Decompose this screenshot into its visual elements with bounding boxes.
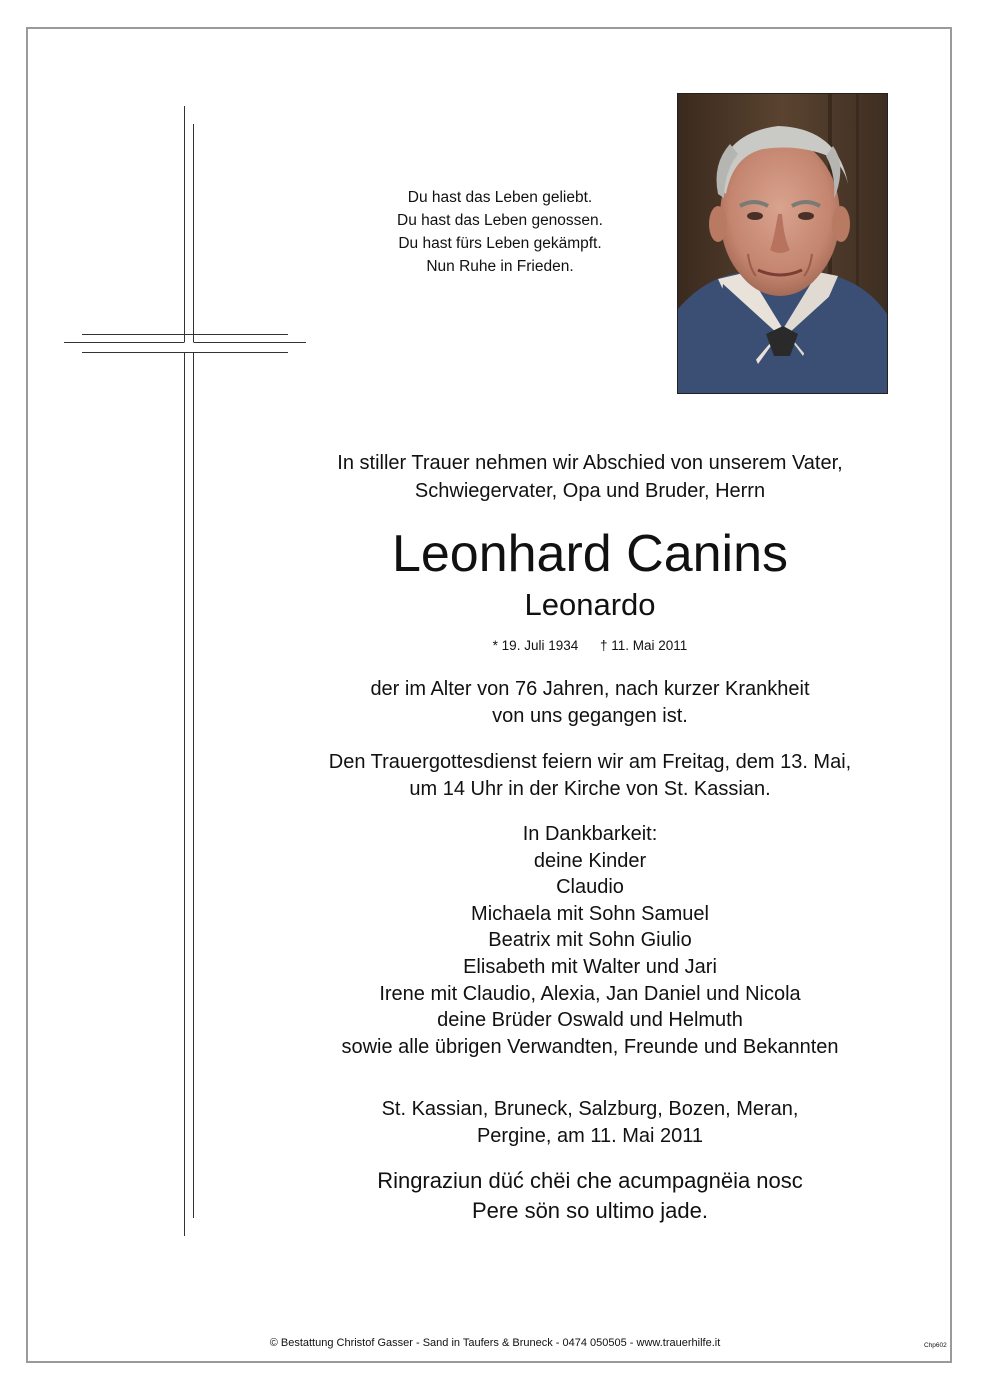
life-dates	[290, 636, 890, 656]
birth-date: * 19. Juli 1934	[492, 638, 579, 653]
mourner-line: Irene mit Claudio, Alexia, Jan Daniel und Nicola	[379, 982, 801, 1005]
place-line: St. Kassian, Bruneck, Salzburg, Bozen, Meran,	[381, 1098, 799, 1120]
intro-line: In stiller Trauer nehmen wir Abschied von unserem Vater,	[337, 452, 843, 474]
death-date: † 11. Mai 2011	[600, 638, 688, 653]
service-line: um 14 Uhr in der Kirche von St. Kassian.	[409, 778, 771, 800]
place-line: Pergine, am 11. Mai 2011	[476, 1125, 704, 1147]
service-line: Den Trauergottesdienst feiern wir am Freitag, dem 13. Mai,	[328, 751, 852, 773]
deceased-name: Leonhard Canins	[391, 525, 789, 583]
portrait-photo	[677, 93, 888, 394]
poem-line: Du hast das Leben geliebt.	[407, 189, 593, 206]
mourners-heading: In Dankbarkeit:	[522, 823, 658, 845]
poem-line: Nun Ruhe in Frieden.	[426, 258, 574, 275]
mourner-line: Claudio	[556, 876, 624, 899]
ladin-text	[290, 1166, 890, 1226]
deceased-alias: Leonardo	[524, 587, 656, 622]
ladin-line: Ringraziun düć chëi che acumpagnëia nosc	[377, 1168, 803, 1193]
mourner-line: Michaela mit Sohn Samuel	[471, 902, 709, 925]
mourner-line: deine Kinder	[533, 849, 647, 872]
footer: © Bestattung Christof Gasser - Sand in Taufers & Bruneck - 0474 050505 - www.trauerhilfe.it	[269, 1337, 721, 1349]
poem-line: Du hast fürs Leben gekämpft.	[398, 235, 602, 252]
intro-line: Schwiegervater, Opa und Bruder, Herrn	[414, 480, 766, 502]
mourner-line: Elisabeth mit Walter und Jari	[463, 955, 717, 978]
intro-text	[290, 449, 890, 505]
mourner-line: deine Brüder Oswald und Helmuth	[437, 1009, 743, 1032]
portrait-icon	[678, 94, 887, 393]
template-code: Chp602	[924, 1342, 947, 1349]
mourners-list	[290, 821, 890, 1060]
mourner-line: sowie alle übrigen Verwandten, Freunde und Bekannten	[341, 1035, 839, 1058]
age-text	[290, 676, 890, 730]
age-line: der im Alter von 76 Jahren, nach kurzer Krankheit	[370, 678, 810, 700]
ladin-line: Pere sön so ultimo jade.	[471, 1198, 709, 1223]
poem-line: Du hast das Leben genossen.	[397, 212, 603, 229]
age-line: von uns gegangen ist.	[492, 705, 688, 727]
service-text	[290, 749, 890, 803]
poem	[360, 186, 640, 278]
mourner-line: Beatrix mit Sohn Giulio	[488, 929, 692, 952]
place-date	[290, 1096, 890, 1150]
